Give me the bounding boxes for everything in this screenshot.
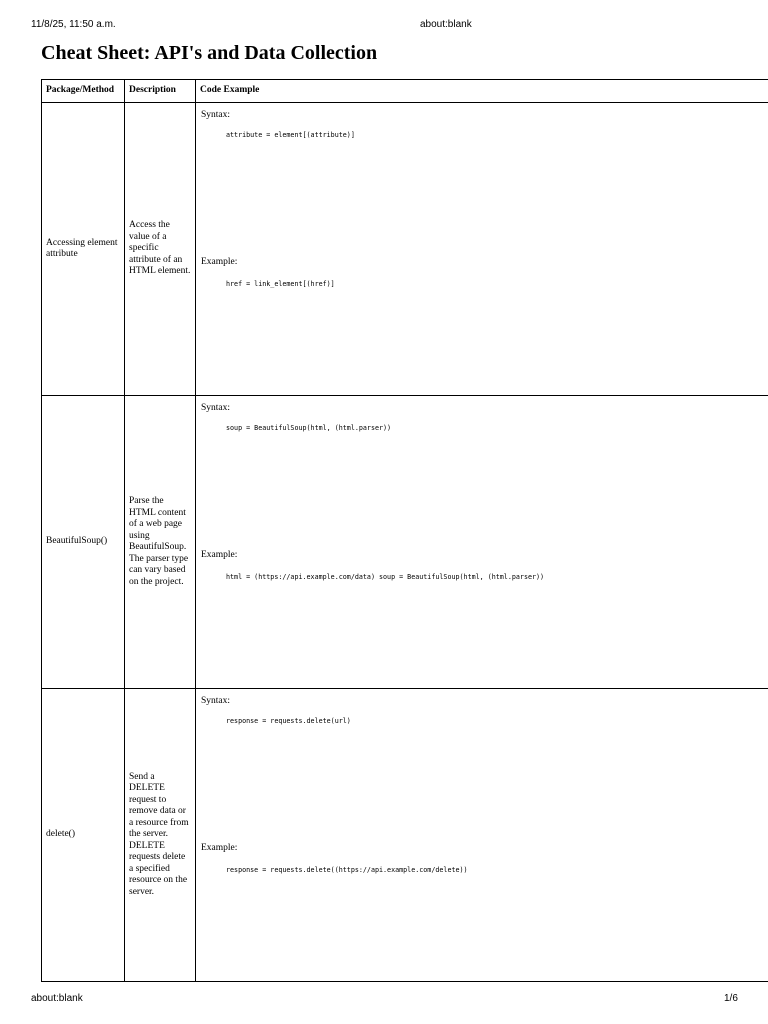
method-cell: Accessing element attribute <box>42 103 125 396</box>
syntax-label: Syntax: <box>201 403 231 413</box>
description-cell: Parse the HTML content of a web page using BeautifulSoup. The parser type can vary based on the project. <box>125 396 196 689</box>
cheat-sheet-table <box>41 79 768 982</box>
description-cell: Send a DELETE request to remove data or a resource from the server. DELETE requests delete a specified resource on the server. <box>125 689 196 982</box>
syntax-label: Syntax: <box>201 696 231 706</box>
print-url: about:blank <box>420 19 472 30</box>
code-example-cell <box>196 103 768 396</box>
footer-url: about:blank <box>31 993 83 1004</box>
table-row <box>42 396 768 689</box>
page-title: Cheat Sheet: API's and Data Collection <box>41 42 378 64</box>
print-header <box>0 19 768 33</box>
method-cell: BeautifulSoup() <box>42 396 125 689</box>
example-label: Example: <box>201 550 238 560</box>
cheat-sheet-table-container <box>41 79 768 984</box>
description-cell: Access the value of a specific attribute of an HTML element. <box>125 103 196 396</box>
table-row <box>42 103 768 396</box>
table-header-row <box>42 80 768 103</box>
example-label: Example: <box>201 843 238 853</box>
code-example-cell <box>196 689 768 982</box>
print-datetime: 11/8/25, 11:50 a.m. <box>31 19 116 30</box>
code-example-cell <box>196 396 768 689</box>
column-header-description: Description <box>125 80 196 103</box>
column-header-method: Package/Method <box>42 80 125 103</box>
syntax-label: Syntax: <box>201 110 231 120</box>
syntax-code: response = requests.delete(url) <box>226 717 351 725</box>
method-cell: delete() <box>42 689 125 982</box>
syntax-code: soup = BeautifulSoup(html, (html.parser)) <box>226 424 392 432</box>
example-code: html = (https://api.example.com/data) soup = BeautifulSoup(html, (html.parser)) <box>226 573 545 581</box>
print-footer <box>0 993 768 1007</box>
example-code: href = link_element[(href)] <box>226 280 335 288</box>
syntax-code: attribute = element[(attribute)] <box>226 131 355 139</box>
table-row <box>42 689 768 982</box>
example-code: response = requests.delete((https://api.example.com/delete)) <box>226 866 468 874</box>
example-label: Example: <box>201 257 238 267</box>
page-number: 1/6 <box>724 993 738 1004</box>
column-header-code-example: Code Example <box>196 80 768 103</box>
